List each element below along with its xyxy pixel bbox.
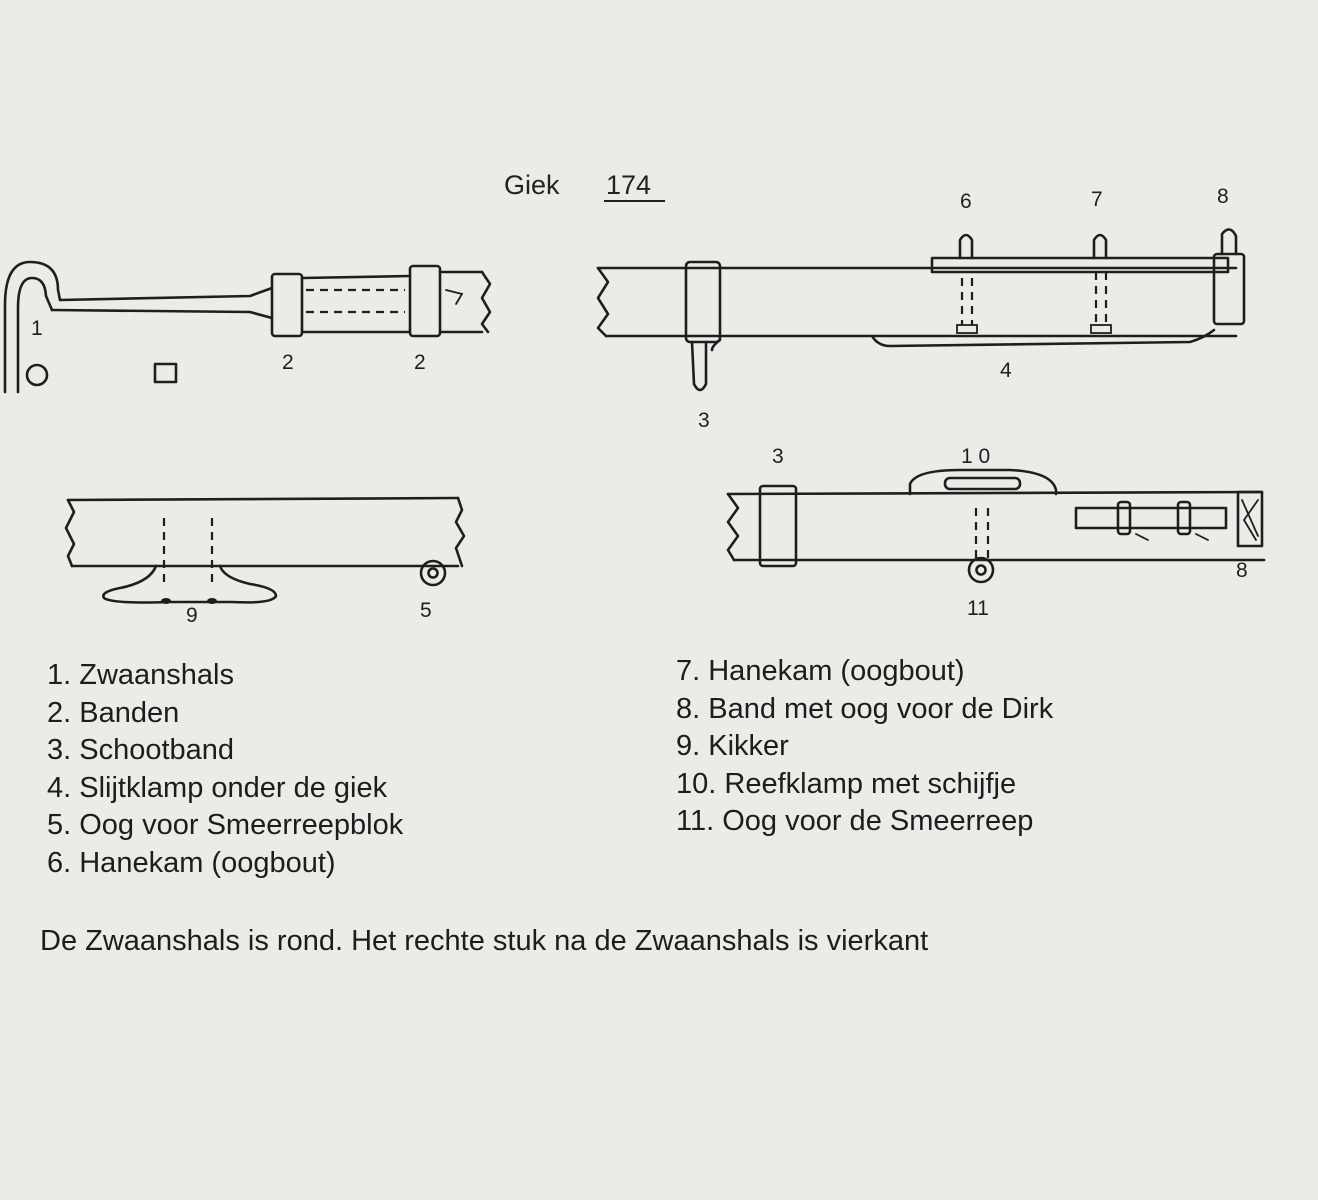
callout-11: 11 — [967, 597, 989, 620]
callout-3a: 3 — [698, 409, 710, 432]
legend-item-9: 9. Kikker — [676, 730, 789, 762]
legend-item-8: 8. Band met oog voor de Dirk — [676, 692, 1054, 725]
legend-item-2: 2. Banden — [47, 696, 180, 729]
callout-9: 9 — [186, 604, 198, 627]
legend-item-5: 5. Oog voor Smeerreepblok — [47, 809, 404, 841]
legend-left — [47, 657, 403, 882]
legend-right — [676, 653, 1053, 841]
legend-item-3: 3. Schootband — [47, 734, 235, 766]
round-section-icon — [27, 365, 47, 385]
legend-item-10: 10. Reefklamp met schijfje — [676, 767, 1017, 800]
diagram-title: Giek — [504, 170, 560, 200]
callout-4: 4 — [1000, 359, 1012, 382]
boom-top-drawing — [728, 470, 1264, 582]
callout-1: 1 — [31, 317, 43, 340]
legend-item-6: 6. Hanekam (oogbout) — [47, 846, 336, 879]
frog-drawing — [66, 498, 464, 604]
callout-8b: 8 — [1236, 559, 1248, 582]
callout-5: 5 — [420, 599, 432, 622]
callout-2b: 2 — [414, 351, 426, 374]
callout-10: 1 0 — [961, 445, 991, 468]
legend-item-7: 7. Hanekam (oogbout) — [676, 655, 965, 687]
callout-2a: 2 — [282, 351, 294, 374]
callout-6: 6 — [960, 190, 972, 213]
legend-item-1: 1. Zwaanshals — [47, 659, 234, 691]
boom-end-side-drawing — [598, 229, 1244, 390]
callout-7: 7 — [1091, 188, 1103, 211]
square-section-icon — [155, 364, 176, 382]
callout-8a: 8 — [1217, 185, 1229, 208]
legend-item-4: 4. Slijtklamp onder de giek — [47, 771, 388, 804]
footnote: De Zwaanshals is rond. Het rechte stuk na de Zwaanshals is vierkant — [40, 925, 929, 957]
legend-item-11: 11. Oog voor de Smeerreep — [676, 805, 1034, 837]
diagram-number: 174 — [606, 170, 652, 200]
callout-3b: 3 — [772, 445, 784, 468]
